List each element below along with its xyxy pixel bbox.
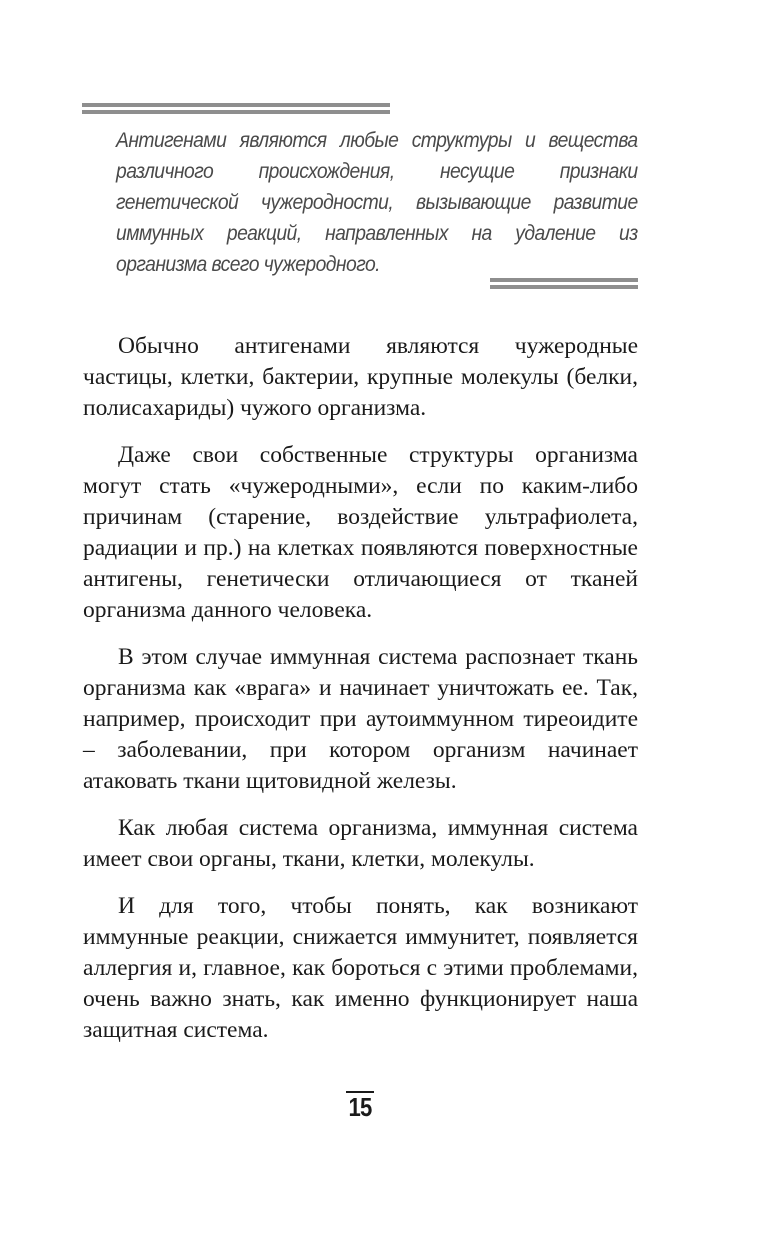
paragraph: И для того, чтобы понять, как возникают иммунные реакции, снижается иммунитет, появляется аллергия и, главное, как бороться с этими проблемами, очень важно знать, как именно функционирует наша защитная система. — [83, 893, 638, 1043]
page-number: 15 — [348, 1092, 372, 1122]
definition-box-text: Антигенами являются любые структуры и вещества различного происхождения, несущие признаки генетической чужеродности, вызывающие развитие иммунных реакций, направленных на удаление из организма всего чужеродного. — [116, 129, 638, 276]
paragraph: Обычно антигенами являются чужеродные частицы, клетки, бактерии, крупные молекулы (белки, полисахариды) чужого организма. — [83, 333, 638, 421]
paragraph: В этом случае иммунная система распознает ткань организма как «врага» и начинает уничтожать ее. Так, например, происходит при аутоиммунном тиреоидите – заболевании, при котором организм начинает атаковать ткани щитовидной железы. — [83, 644, 638, 794]
paragraph: Даже свои собственные структуры организма могут стать «чужеродными», если по каким-либо причинам (старение, воздействие ультрафиолета, радиации и пр.) на клетках появляются поверхностные антигены, генетически отличающиеся от тканей организма данного человека. — [83, 442, 638, 623]
definition-top-rule — [82, 103, 390, 114]
definition-bottom-rule — [490, 278, 638, 289]
paragraph: Как любая система организма, иммунная система имеет свои органы, ткани, клетки, молекулы. — [83, 815, 638, 872]
body-text — [83, 331, 638, 1062]
